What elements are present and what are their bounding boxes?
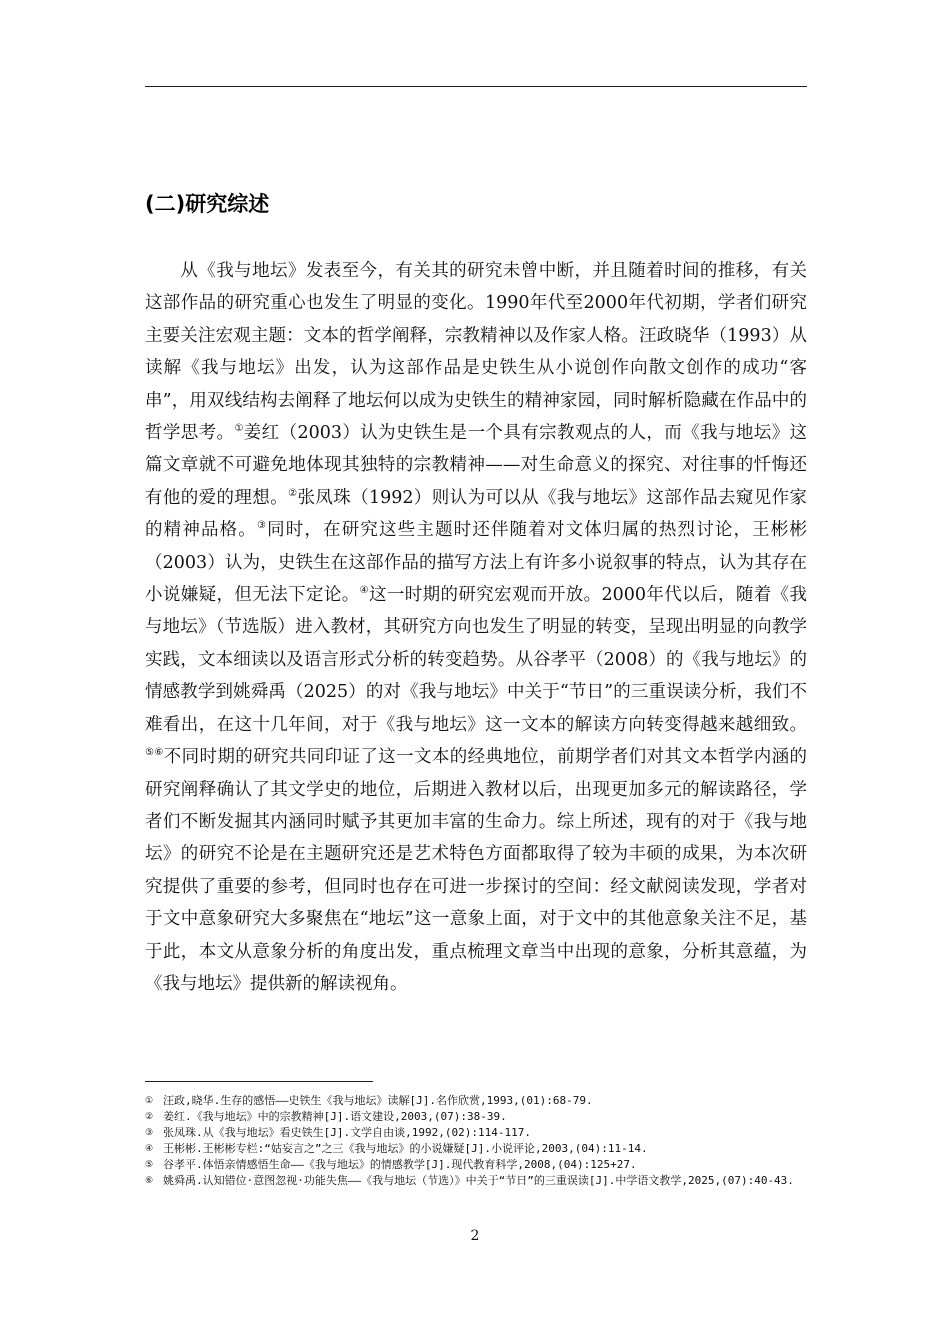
footnote-rule — [145, 1081, 373, 1082]
footnote-ref[interactable]: ① — [234, 423, 244, 435]
body-paragraph — [145, 255, 807, 1000]
paragraph-segment: 姜红（2003）认为史铁生是一个具有宗教观点的人，而《我与地坛》这篇文章就不可避免地体现其独特的宗教精神——对生命意义的探究、对往事的忏悔还有他的爱的理想。 — [145, 423, 808, 508]
page-number: 2 — [470, 1228, 480, 1244]
footnote-text: 王彬彬.王彬彬专栏:“姑妄言之”之三《我与地坛》的小说嫌疑[J].小说评论,2003,(04):11-14. — [163, 1142, 648, 1155]
footnote-number: ④ — [145, 1144, 154, 1154]
section-heading: (二)研究综述 — [145, 192, 270, 216]
footnote-ref[interactable]: ⑤⑥ — [145, 747, 164, 759]
footnote-item — [145, 1157, 807, 1173]
paragraph-segment: 同时，在研究这些主题时还伴随着对文体归属的热烈讨论，王彬彬（2003）认为，史铁生在这部作品的描写方法上有许多小说叙事的特点，认为其存在小说嫌疑，但无法下定论。 — [145, 520, 808, 606]
footnote-text: 姚舜禹.认知错位·意图忽视·功能失焦——《我与地坛（节选）》中关于“节日”的三重误读[J].中学语文教学,2025,(07):40-43. — [163, 1174, 794, 1187]
footnote-item — [145, 1125, 807, 1141]
footnote-item — [145, 1093, 807, 1109]
footnote-text: 姜红.《我与地坛》中的宗教精神[J].语文建设,2003,(07):38-39. — [163, 1110, 507, 1123]
paragraph-segment: 张凤珠（1992）则认为可以从《我与地坛》这部作品去窥见作家的精神品格。 — [145, 487, 808, 541]
footnote-item — [145, 1173, 807, 1189]
footnote-text: 谷孝平.体悟亲情感悟生命——《我与地坛》的情感教学[J].现代教育科学,2008,(04):125+27. — [163, 1158, 637, 1171]
paragraph-segment: 这一时期的研究宏观而开放。2000年代以后，随着《我与地坛》（节选版）进入教材，其研究方向也发生了明显的转变，呈现出明显的向教学实践，文本细读以及语言形式分析的转变趋势。从谷孝平（2008）的《我与地坛》的情感教学到姚舜禹（2025）的对《我与地坛》中关于“节日”的三重误读分析，我们不难看出，在这十几年间，对于《我与地坛》这一文本的解读方向转变得越来越细致。 — [145, 585, 807, 735]
footnote-number: ① — [145, 1096, 154, 1106]
paragraph-segment: 从《我与地坛》发表至今，有关其的研究未曾中断，并且随着时间的推移，有关这部作品的研究重心也发生了明显的变化。1990年代至2000年代初期，学者们研究主要关注宏观主题：文本的哲学阐释，宗教精神以及作家人格。汪政晓华（1993）从读解《我与地坛》出发，认为这部作品是史铁生从小说创作向散文创作的成功“客串”，用双线结构去阐释了地坛何以成为史铁生的精神家园，同时解析隐藏在作品中的哲学思考。 — [145, 261, 807, 444]
footnotes — [145, 1093, 807, 1189]
header-rule — [145, 86, 807, 87]
footnote-number: ⑤ — [145, 1160, 154, 1170]
footnote-text: 张凤珠.从《我与地坛》看史铁生[J].文学自由谈,1992,(02):114-117. — [163, 1126, 531, 1139]
footnote-number: ③ — [145, 1128, 154, 1138]
footnote-number: ② — [145, 1112, 154, 1122]
footnote-ref[interactable]: ③ — [256, 520, 268, 532]
footnote-ref[interactable]: ④ — [359, 585, 369, 597]
footnote-number: ⑥ — [145, 1176, 154, 1186]
footnote-item — [145, 1141, 807, 1157]
footnote-item — [145, 1109, 807, 1125]
footnote-text: 汪政,晓华.生存的感悟——史铁生《我与地坛》读解[J].名作欣赏,1993,(01):68-79. — [163, 1094, 593, 1107]
paragraph-segment: 不同时期的研究共同印证了这一文本的经典地位，前期学者们对其文本哲学内涵的研究阐释确认了其文学史的地位，后期进入教材以后，出现更加多元的解读路径，学者们不断发掘其内涵同时赋予其更加丰富的生命力。综上所述，现有的对于《我与地坛》的研究不论是在主题研究还是艺术特色方面都取得了较为丰硕的成果，为本次研究提供了重要的参考，但同时也存在可进一步探讨的空间：经文献阅读发现，学者对于文中意象研究大多聚焦在“地坛”这一意象上面，对于文中的其他意象关注不足，基于此，本文从意象分析的角度出发，重点梳理文章当中出现的意象，分析其意蕴，为《我与地坛》提供新的解读视角。 — [145, 747, 808, 994]
footnote-ref[interactable]: ② — [288, 488, 298, 500]
